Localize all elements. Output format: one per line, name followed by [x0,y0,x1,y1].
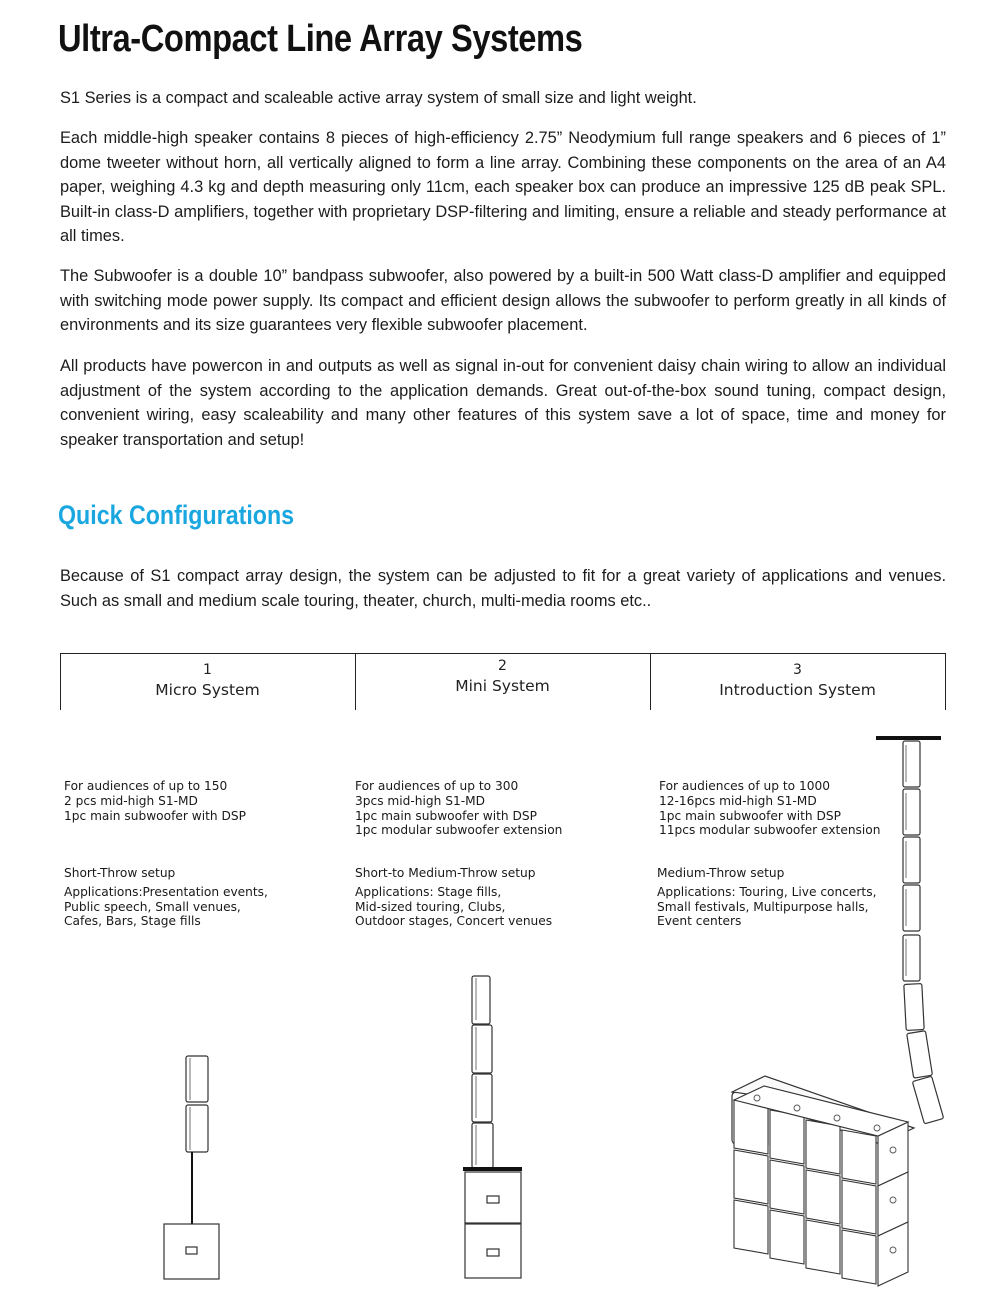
spec-line: For audiences of up to 1000 [659,779,830,793]
spec-line: 1pc main subwoofer with DSP [355,808,537,823]
config-header-micro [60,660,355,716]
spec-line: 1pc modular subwoofer extension [355,823,563,838]
application-line: Cafes, Bars, Stage fills [64,914,201,929]
application-line: Mid-sized touring, Clubs, [355,899,506,914]
application-line: Small festivals, Multipurpose halls, [657,899,869,914]
config-name: Micro System [155,681,260,699]
spec-line: 3pcs mid-high S1-MD [355,793,486,808]
mini-system-drawing [463,976,522,1278]
micro-system-drawing [164,1056,219,1279]
spec-line: For audiences of up to 300 [355,779,519,793]
paragraph-intro: S1 Series is a compact and scaleable active array system of small size and light weight. [60,89,697,107]
config-setup-micro [64,866,268,929]
introduction-subwoofer-stack-drawing [732,1076,914,1286]
section-title-quick-configurations: Quick Configurations [58,500,295,530]
config-table-header [60,653,946,710]
spec-line: 1pc main subwoofer with DSP [64,808,246,823]
paragraph-products: All products have powercon in and outputs as well as signal in-out for convenient daisy chain wiring to allow an individual adjustment of the system according to the application demands. Great out-of-the-box sound tuning, compact design, convenient wiring, easy scaleability and many other features of this system save a lot of space, time and money for speaker transportation and setup! [60,357,946,449]
config-header-introduction [650,660,945,716]
config-specs-mini [355,779,562,838]
application-line: Applications: Stage fills, [355,884,502,899]
application-line: Applications:Presentation events, [64,884,268,899]
application-line: Public speech, Small venues, [64,899,241,914]
page-title: Ultra-Compact Line Array Systems [58,18,583,60]
config-name: Introduction System [719,681,876,699]
config-setup-mini [355,866,552,929]
config-specs-micro [64,779,246,823]
config-setup-introduction [657,866,876,929]
application-line: Applications: Touring, Live concerts, [657,884,877,899]
paragraph-subwoofer: The Subwoofer is a double 10” bandpass subwoofer, also powered by a built-in 500 Watt class-D amplifier and equipped with switching mode power supply. Its compact and efficient design allows the subwoofer to perform greatly in all kinds of environments and its size guarantees very flexible subwoofer placement. [60,267,946,334]
application-line: Event centers [657,914,742,929]
spec-line: 2 pcs mid-high S1-MD [64,793,198,808]
paragraph-quick-intro: Because of S1 compact array design, the system can be adjusted to fit for a great variety of applications and venues. Such as small and medium scale touring, theater, church, multi-media rooms etc.. [60,567,946,610]
table-divider [945,654,946,710]
spec-line: 12-16pcs mid-high S1-MD [659,793,817,808]
spec-line: 1pc main subwoofer with DSP [659,808,841,823]
setup-label: Short-Throw setup [64,866,176,880]
config-number: 2 [498,658,507,674]
config-specs-introduction [659,779,880,838]
spec-line: For audiences of up to 150 [64,779,228,793]
config-header-mini [355,656,650,712]
introduction-array-drawing [876,738,944,1124]
config-name: Mini System [455,677,550,695]
config-number: 1 [203,662,212,678]
spec-line: 11pcs modular subwoofer extension [659,823,881,838]
setup-label: Short-to Medium-Throw setup [355,866,536,880]
paragraph-speaker: Each middle-high speaker contains 8 pieces of high-efficiency 2.75” Neodymium full range speakers and 6 pieces of 1” dome tweeter without horn, all vertically aligned to form a line array. Combining these components on the area of an A4 paper, weighing 4.3 kg and depth measuring only 11cm, each speaker box can produce an impressive 125 dB peak SPL. Built-in class-D amplifiers, together with proprietary DSP-filtering and limiting, ensure a reliable and steady performance at all times. [60,129,946,245]
setup-label: Medium-Throw setup [657,866,785,880]
application-line: Outdoor stages, Concert venues [355,914,553,929]
config-number: 3 [793,662,802,678]
